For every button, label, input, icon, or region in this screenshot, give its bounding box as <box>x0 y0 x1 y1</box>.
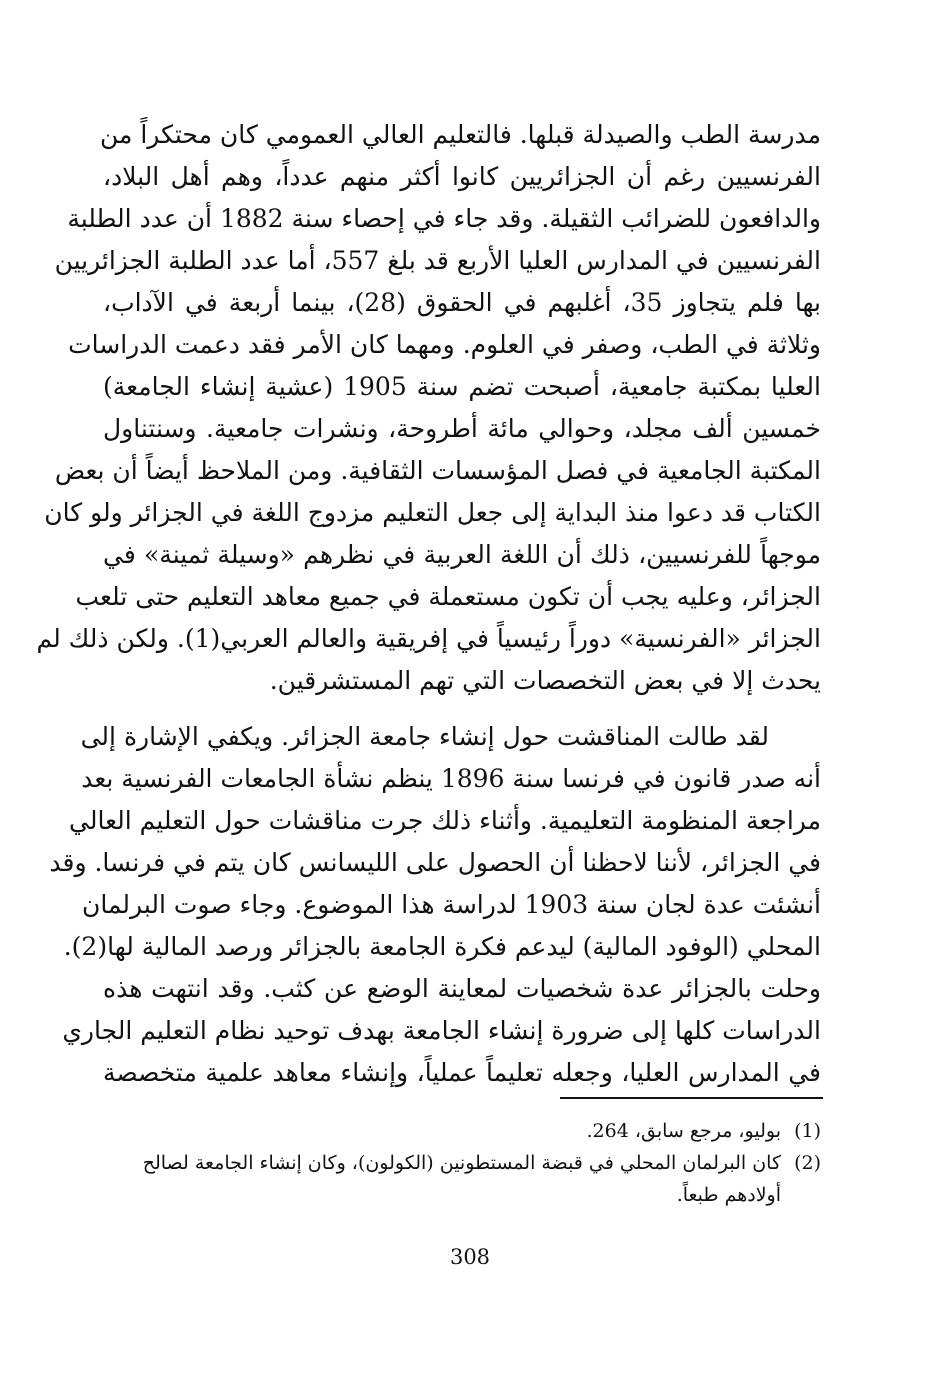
footnote-text: بوليو، مرجع سابق، 264. <box>586 1120 781 1142</box>
text-line: الفرنسيين رغم أن الجزائريين كانوا أكثر منهم عدداً، وهم أهل البلاد، <box>103 162 821 191</box>
text-line: العليا بمكتبة جامعية، أصبحت تضم سنة 1905 (عشية إنشاء الجامعة) <box>103 372 821 401</box>
text-line: أنشئت عدة لجان سنة 1903 لدراسة هذا الموضوع. وجاء صوت البرلمان <box>82 890 821 919</box>
text-line: الجزائر، وعليه يجب أن تكون مستعملة في جميع معاهد التعليم حتى تلعب <box>75 582 821 611</box>
paragraph-1 <box>36 114 821 702</box>
text-line: مراجعة المنظومة التعليمية. وأثناء ذلك جرت مناقشات حول التعليم العالي <box>69 806 821 835</box>
text-line: والدافعون للضرائب الثقيلة. وقد جاء في إحصاء سنة 1882 أن عدد الطلبة <box>67 204 821 233</box>
footnote-1 <box>103 1115 821 1147</box>
text-line: الدراسات كلها إلى ضرورة إنشاء الجامعة بهدف توحيد نظام التعليم الجاري <box>62 1016 821 1045</box>
footnote-2 <box>103 1147 821 1179</box>
text-line: موجهاً للفرنسيين، ذلك أن اللغة العربية في نظرهم «وسيلة ثمينة» في <box>103 540 821 569</box>
footnote-number: (2) <box>794 1152 821 1174</box>
footnotes <box>103 1115 821 1211</box>
text-line: أنه صدر قانون في فرنسا سنة 1896 ينظم نشأة الجامعات الفرنسية بعد <box>81 764 821 793</box>
text-line: في المدارس العليا، وجعله تعليماً عملياً، وإنشاء معاهد علمية متخصصة <box>103 1058 821 1087</box>
paragraph-2 <box>49 716 821 1094</box>
footnote-text: أولادهم طبعاً. <box>676 1184 781 1206</box>
text-line: مدرسة الطب والصيدلة قبلها. فالتعليم العالي العمومي كان محتكراً من <box>99 120 821 149</box>
text-line: الفرنسيين في المدارس العليا الأربع قد بلغ 557، أما عدد الطلبة الجزائريين <box>54 246 821 275</box>
text-line: يحدث إلا في بعض التخصصات التي تهم المستشرقين. <box>269 666 821 695</box>
text-line: الكتاب قد دعوا منذ البداية إلى جعل التعليم مزدوج اللغة في الجزائر ولو كان <box>44 498 821 527</box>
text-line: المحلي (الوفود المالية) ليدعم فكرة الجامعة بالجزائر ورصد المالية لها(2). <box>63 932 821 961</box>
text-line: وثلاثة في الطب، وصفر في العلوم. ومهما كان الأمر فقد دعمت الدراسات <box>68 330 821 359</box>
text-line: بها فلم يتجاوز 35، أغلبهم في الحقوق (28)، بينما أربعة في الآداب، <box>103 288 821 317</box>
text-line: لقد طالت المناقشت حول إنشاء جامعة الجزائر. ويكفي الإشارة إلى <box>80 722 769 751</box>
footnote-text: كان البرلمان المحلي في قبضة المستطونين (الكولون)، وكان إنشاء الجامعة لصالح <box>142 1152 781 1174</box>
text-line: وحلت بالجزائر عدة شخصيات لمعاينة الوضع عن كثب. وقد انتهت هذه <box>103 974 821 1003</box>
footnote-2-continuation <box>103 1179 821 1211</box>
text-line: المكتبة الجامعية في فصل المؤسسات الثقافية. ومن الملاحظ أيضاً أن بعض <box>54 456 821 485</box>
page-number: 308 <box>449 1245 491 1269</box>
text-line: في الجزائر، لأننا لاحظنا أن الحصول على الليسانس كان يتم في فرنسا. وقد <box>49 848 821 877</box>
text-line: خمسين ألف مجلد، وحوالي مائة أطروحة، ونشرات جامعية. وسنتناول <box>103 414 821 443</box>
footnote-divider <box>560 1097 823 1099</box>
footnote-number: (1) <box>794 1120 821 1142</box>
text-line: الجزائر «الفرنسية» دوراً رئيسياً في إفريقية والعالم العربي(1). ولكن ذلك لم <box>36 624 821 653</box>
